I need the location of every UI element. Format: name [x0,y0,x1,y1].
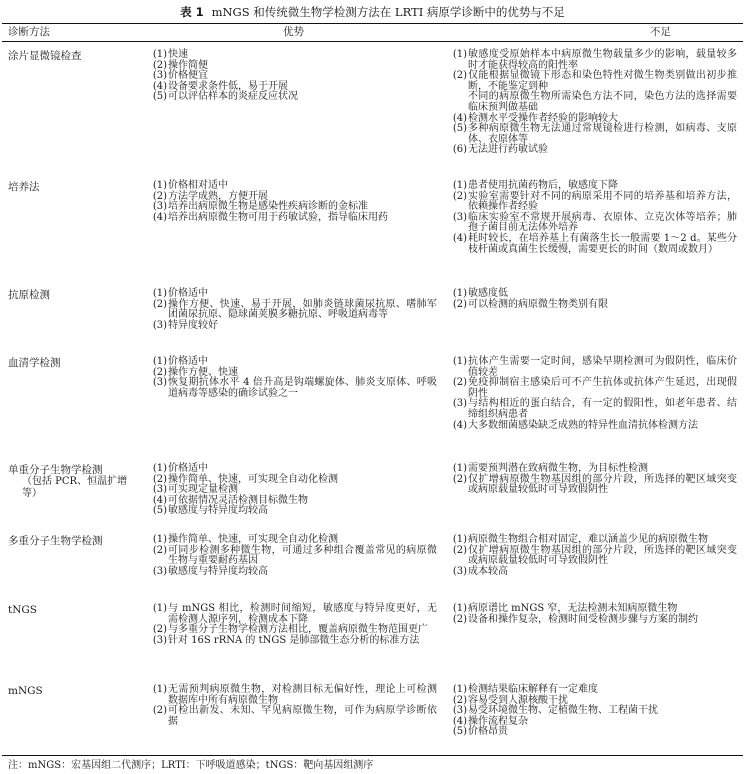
method-name: 血清学检测 [8,357,61,369]
item-number: (4) [452,112,467,124]
item-number: (1) [452,534,467,545]
list-item [145,50,437,61]
advantages-cell [145,50,437,103]
item-text: 设备要求条件低，易于开展 [168,80,288,92]
item-number: (1) [152,603,167,614]
item-text: 价格适中 [168,356,208,367]
item-text: 可以评估样本的炎症反应状况 [168,91,298,103]
item-text: 与 mNGS 相比，检测时间缩短，敏感度与特异度更好，无需检测人源序列，检测成本下降 [168,603,437,625]
item-text: 操作简便 [168,59,208,71]
method-cell [8,685,140,697]
item-text: 价格昂贵 [468,726,508,738]
item-text: 多种病原微生物无法通过常规镜检进行检测，如病毒、支原体、衣原体等 [468,123,737,145]
advantages-cell [145,289,437,331]
item-number: (2) [152,366,167,378]
item-text: 临床实验室不常规开展病毒、衣原体、立克次体等培养；肺孢子菌目前无法体外培养 [468,211,737,234]
method-name: 多重分子生物学检测 [8,535,103,547]
item-text: 恢复期抗体水平 4 倍升高是钩端螺旋体、肺炎支原体、呼吸道病毒等感染的确诊试验之一 [168,377,437,399]
item-text: 病原微生物组合相对固定，难以涵盖少见的病原微生物 [468,534,708,545]
item-text: 操作方便、快速 [168,366,238,378]
item-number: (3) [152,565,167,577]
header-disadvantages: 不足 [650,26,671,38]
list-item [145,378,437,399]
advantages-cell [145,604,437,646]
item-number: (3) [452,211,467,223]
item-number: (1) [452,463,467,474]
method-cell [8,464,140,500]
item-number: (3) [152,377,167,389]
item-text: 培养出病原微生物是感染性疾病诊断的金标准 [168,201,368,213]
item-text: 检测水平受操作者经验的影响较大 [468,112,618,124]
item-text: 快速 [168,49,188,60]
list-item [145,535,437,546]
item-text: 价格相对适中 [168,180,228,191]
method-cell [8,50,140,62]
item-number: (2) [152,59,167,71]
table-number: 表 1 [180,5,204,19]
item-number: (1) [452,603,467,614]
item-text: 仅扩增病原微生物基因组的部分片段，所选择的靶区域突变或病原载量较低时可导致假阴性 [468,473,737,496]
disadvantages-cell [445,357,737,431]
item-number: (3) [452,565,467,577]
item-text: 价格适中 [168,463,208,474]
item-number: (3) [152,484,167,496]
item-text: 可同步检测多种微生物，可通过多种组合覆盖常见的病原微生物与重要耐药基因 [168,544,437,567]
list-item [445,192,737,213]
advantages-cell [145,464,437,517]
item-text: 病原谱比 mNGS 窄，无法检测未知病原微生物 [468,603,678,614]
item-text: 需要预判潜在致病微生物，为目标性检测 [468,463,648,474]
list-item [445,213,737,234]
advantages-cell [145,685,437,727]
list-item [145,181,437,192]
advantages-cell [145,535,437,577]
item-number: (2) [452,70,467,82]
list-item [445,685,737,696]
item-text: 抗体产生需要一定时间，感染早期检测可为假阴性，临床价值较差 [468,356,737,378]
item-text: 设备和操作复杂，检测时间受检测步骤与方案的制约 [468,613,698,625]
item-number: (2) [452,694,467,706]
advantages-cell [145,181,437,223]
item-number: (2) [452,613,467,625]
list-item [145,546,437,567]
item-text: 无需预判病原微生物，对检测目标无偏好性，理论上可检测数据库中所有病原微生物 [168,684,437,706]
item-text: 敏感度与特异度均较高 [168,505,268,517]
list-item [445,92,737,113]
list-item [445,124,737,145]
item-number: (1) [452,288,467,299]
method-name: 单重分子生物学检测 [8,464,103,476]
list-item [445,475,737,496]
item-number: (3) [152,70,167,82]
list-item [445,289,737,300]
table-caption: mNGS 和传统微生物学检测方法在 LRTI 病原学诊断中的优势与不足 [211,5,565,19]
item-number: (3) [152,634,167,646]
disadvantages-cell [445,181,737,255]
item-text: 与多重分子生物学检测方法相比，覆盖病原微生物范围更广 [168,624,428,636]
method-note: （包括 PCR、恒温扩增等） [22,476,128,499]
method-cell [8,357,140,369]
item-text: 免疫抑制宿主感染后可不产生抗体或抗体产生延迟，出现假阴性 [468,377,737,399]
item-text: 特异度较好 [168,319,218,331]
item-number: (1) [152,534,167,545]
item-text: 检测结果临床解释有一定难度 [468,684,598,695]
disadvantages-cell [445,535,737,577]
item-number: (1) [152,180,167,191]
item-text: 可依据情况灵活检测目标微生物 [168,494,308,506]
item-text: 价格适中 [168,288,208,299]
item-number: (5) [152,91,167,103]
item-number: (2) [452,298,467,310]
item-number: (2) [152,473,167,485]
list-item [445,50,737,71]
item-number: (4) [452,419,467,431]
item-text: 操作简单、快速，可实现全自动化检测 [168,534,338,545]
list-item [445,181,737,192]
item-number: (2) [152,624,167,636]
bottom-rule [2,755,743,756]
item-number: (3) [152,319,167,331]
item-number: (3) [452,705,467,717]
item-text: 容易受到人源核酸干扰 [468,694,568,706]
method-name: 抗原检测 [8,289,50,301]
item-text: 耗时较长，在培养基上有菌落生长一般需要 1～2 d。某些分枝杆菌或真菌生长缓慢，需要更长的时间（数周或数月） [468,232,737,255]
disadvantages-cell [445,464,737,496]
item-text: 可实现定量检测 [168,484,238,496]
item-number: (2) [452,544,467,556]
list-item [145,357,437,368]
item-number: (1) [452,49,467,60]
item-number: (1) [152,288,167,299]
header-rule [2,41,743,42]
item-number: (4) [152,80,167,92]
item-number: (2) [152,190,167,202]
list-item [145,636,437,647]
list-item [145,321,437,332]
item-number: (2) [452,190,467,202]
list-item [445,464,737,475]
item-number: (2) [152,298,167,310]
list-item [445,604,737,615]
item-text: 仅能根据显微镜下形态和染色特性对微生物类别做出初步推断，不能鉴定到种 [468,70,737,92]
list-item [445,357,737,378]
item-number: (5) [452,726,467,738]
item-text: 针对 16S rRNA 的 tNGS 是肺部微生态分析的标准方法 [168,634,420,646]
disadvantages-cell [445,604,737,625]
list-item [445,727,737,738]
list-item [145,289,437,300]
method-cell [8,604,140,616]
item-number: (5) [452,123,467,135]
list-item [445,145,737,156]
table-title [0,4,745,20]
list-item [445,567,737,578]
item-number: (1) [452,356,467,367]
list-item [445,535,737,546]
method-cell [8,289,140,301]
item-text: 仅扩增病原微生物基因组的部分片段，所选择的靶区域突变或病原载量较低时可导致假阴性 [468,544,737,567]
item-text: 易受环境微生物、定植微生物、工程菌干扰 [468,705,658,717]
item-number: (4) [152,494,167,506]
list-item [145,92,437,103]
item-text: 价格便宜 [168,70,208,82]
advantages-cell [145,357,437,399]
disadvantages-cell [445,50,737,156]
list-item [145,706,437,727]
item-number: (6) [452,144,467,156]
method-cell [8,181,140,193]
item-text: 不同的病原微生物所需染色方法不同，染色方法的选择需要临床预判做基础 [468,91,737,113]
item-number: (4) [152,211,167,223]
item-number: (1) [152,463,167,474]
item-text: 操作简单、快速，可实现全自动化检测 [168,473,338,485]
header-method: 诊断方法 [8,26,50,38]
list-item [445,546,737,567]
item-number: (1) [152,49,167,60]
item-number: (2) [152,705,167,717]
list-item [145,604,437,625]
method-name: 培养法 [8,181,40,193]
item-text: 敏感度受原始样本中病原微生物载量多少的影响，载量较多时才能获得较高的阳性率 [468,49,737,71]
item-text: 操作流程复杂 [468,715,528,727]
item-number: (2) [152,544,167,556]
list-item [445,615,737,626]
item-text: 患者使用抗菌药物后，敏感度下降 [468,180,618,191]
list-item [145,213,437,224]
header-advantages: 优势 [283,26,304,38]
item-number: (4) [452,232,467,244]
item-number: (2) [452,377,467,389]
item-text: 敏感度与特异度均较高 [168,565,268,577]
list-item [145,300,437,321]
disadvantages-cell [445,289,737,310]
disadvantages-cell [445,685,737,738]
list-item [145,685,437,706]
item-number: (1) [452,180,467,191]
item-text: 大多数细菌感染缺乏成熟的特异性血清抗体检测方法 [468,419,698,431]
list-item [145,506,437,517]
table-footnote: 注：mNGS：宏基因组二代测序；LRTI：下呼吸道感染；tNGS：靶向基因组测序 [8,760,374,771]
list-item [445,71,737,92]
item-number: (1) [452,684,467,695]
list-item [445,421,737,432]
list-item [445,300,737,311]
item-text: 无法进行药敏试验 [468,144,548,156]
item-number: (1) [152,356,167,367]
item-number: (5) [152,505,167,517]
method-name: 涂片显微镜检查 [8,50,82,62]
item-text: 成本较高 [468,565,508,577]
item-text: 方法学成熟，方便开展 [168,190,268,202]
item-number: (3) [452,398,467,410]
item-text: 可以检测的病原微生物类别有限 [468,298,608,310]
item-text: 敏感度低 [468,288,508,299]
item-text: 可检出新发、未知、罕见病原微生物，可作为病原学诊断依据 [168,705,437,727]
list-item [145,567,437,578]
method-cell [8,535,140,547]
item-text: 实验室需要针对不同的病原采用不同的培养基和培养方法，依赖操作者经验 [468,190,737,213]
item-text: 培养出病原微生物可用于药敏试验，指导临床用药 [168,211,388,223]
list-item [445,378,737,399]
item-number: (1) [152,684,167,695]
list-item [445,234,737,255]
item-number: (2) [452,473,467,485]
top-rule [2,23,743,24]
list-item [145,464,437,475]
item-number: (4) [452,715,467,727]
item-text: 与结构相近的蛋白结合，有一定的假阳性，如老年患者、结缔组织病患者 [468,398,737,420]
list-item [445,399,737,420]
method-name: tNGS [8,604,37,616]
item-number: (3) [152,201,167,213]
method-name: mNGS [8,685,43,697]
item-text: 操作方便、快速、易于开展，如肺炎链球菌尿抗原、嗜肺军团菌尿抗原、隐球菌荚膜多糖抗原、呼吸道病毒等 [168,298,437,321]
